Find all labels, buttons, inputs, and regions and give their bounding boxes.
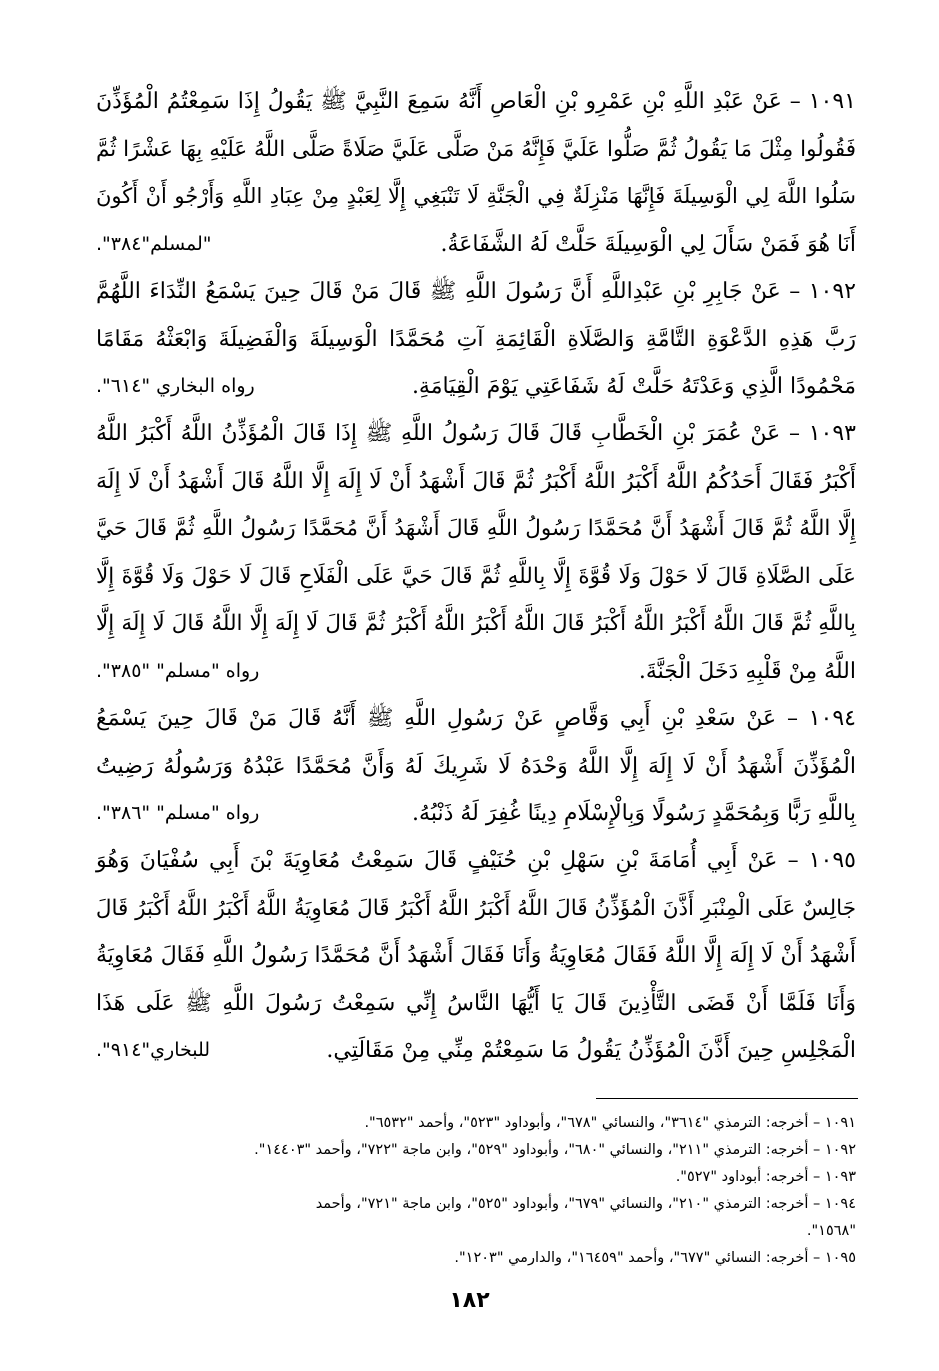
hadith-last-line [96, 363, 856, 411]
hadith-1092 [96, 268, 856, 411]
hadith-1093 [96, 410, 856, 695]
text-line: إِلَّا اللَّهُ ثُمَّ قَالَ أَشْهَدُ أَنَّ مُحَمَّدًا رَسُولُ اللَّهِ قَالَ أَشْهَدُ أَنَّ مُحَمَّدًا رَسُولُ اللَّهِ ثُمَّ قَالَ حَيَّ [96, 516, 856, 541]
hadith-source: رواه البخاري "٦١٤". [96, 375, 255, 397]
footnote: ١٠٩٤ – أخرجه: الترمذي "٢١٠"، والنسائي "٦٧٩"، وأبوداود "٥٢٥"، وابن ماجة "٧٢١"، وأحمد [315, 1196, 856, 1212]
footnote: ١٠٩٢ – أخرجه: الترمذي "٢١١"، والنسائي "٦٨٠"، وأبوداود "٥٢٩"، وابن ماجة "٧٢٢"، وأحمد "١٤٤٠٣". [254, 1142, 856, 1158]
text-line: ١٠٩٣ – عَنْ عُمَرَ بْنِ الْخَطَّابِ قَالَ قَالَ رَسُولُ اللَّهِ ﷺ إِذَا قَالَ الْمُؤَذِّنُ اللَّهُ أَكْبَرُ اللَّهُ [96, 421, 856, 446]
hadith-source: "لمسلم"٣٨٤". [96, 232, 212, 255]
page-number: ١٨٢ [449, 1288, 490, 1313]
text-line: أَشْهَدُ أَنْ لَا إِلَهَ إِلَّا اللَّهُ فَقَالَ مُعَاوِيَةُ وَأَنَا فَقَالَ أَشْهَدُ أَنَّ مُحَمَّدًا رَسُولُ اللَّهِ فَقَالَ مُعَاوِيَةُ [96, 943, 856, 968]
footnote: ١٠٩٣ – أخرجه: أبوداود "٥٢٧". [675, 1169, 856, 1185]
text-line: بِاللَّهِ رَبًّا وَبِمُحَمَّدٍ رَسُولًا وَبِالْإِسْلَامِ دِينًا غُفِرَ لَهُ ذَنْبُهُ. [412, 801, 856, 826]
hadith-1091 [96, 78, 856, 268]
hadith-last-line [96, 1027, 856, 1075]
text-line: ١٠٩١ – عَنْ عَبْدِ اللَّهِ بْنِ عَمْرِو بْنِ الْعَاصِ أَنَّهُ سَمِعَ النَّبِيَّ ﷺ يَقُولُ إِذَا سَمِعْتُمُ الْمُؤَذِّنَ [96, 89, 856, 114]
hadith-1094 [96, 695, 856, 838]
text-line: عَلَى الصَّلَاةِ قَالَ لَا حَوْلَ وَلَا قُوَّةَ إِلَّا بِاللَّهِ ثُمَّ قَالَ حَيَّ عَلَى الْفَلَاحِ قَالَ لَا حَوْلَ وَلَا قُوَّةَ إِلَّا [96, 563, 856, 589]
text-line: ١٠٩٥ – عَنْ أَبِي أُمَامَةَ بْنِ سَهْلِ بْنِ حُنَيْفٍ قَالَ سَمِعْتُ مُعَاوِيَةَ بْنَ أَبِي سُفْيَانَ وَهُوَ [96, 848, 856, 873]
text-line: بِاللَّهِ ثُمَّ قَالَ اللَّهُ أَكْبَرُ اللَّهُ أَكْبَرُ قَالَ اللَّهُ أَكْبَرُ اللَّهُ أَكْبَرُ ثُمَّ قَالَ لَا إِلَهَ إِلَّا اللَّهُ قَالَ لَا إِلَهَ إِلَّا [96, 611, 856, 636]
footnote-divider [596, 1098, 858, 1099]
text-line: ١٠٩٢ – عَنْ جَابِرِ بْنِ عَبْدِاللَّهِ أَنَّ رَسُولَ اللَّهِ ﷺ قَالَ مَنْ قَالَ حِينَ يَسْمَعُ النِّدَاءَ اللَّهُمَّ [96, 279, 856, 304]
text-line: الْمُؤَذِّنَ أَشْهَدُ أَنْ لَا إِلَهَ إِلَّا اللَّهُ وَحْدَهُ لَا شَرِيكَ لَهُ وَأَنَّ مُحَمَّدًا عَبْدُهُ وَرَسُولُهُ رَضِيتُ [96, 753, 856, 779]
hadith-source: رواه "مسلم" "٣٨٦". [96, 802, 260, 824]
footnotes [96, 1110, 856, 1272]
footnote: ١٠٩١ – أخرجه: الترمذي "٣٦١٤"، والنسائي "٦٧٨"، وأبوداود "٥٢٣"، وأحمد "٦٥٣٢". [364, 1115, 856, 1131]
hadith-last-line [96, 790, 856, 838]
hadith-source: رواه "مسلم" "٣٨٥". [96, 659, 260, 682]
text-line: أَنَا هُوَ فَمَنْ سَأَلَ لِي الْوَسِيلَةَ حَلَّتْ لَهُ الشَّفَاعَةُ. [440, 231, 856, 257]
text-line: ١٠٩٤ – عَنْ سَعْدِ بْنِ أَبِي وَقَّاصٍ عَنْ رَسُولِ اللَّهِ ﷺ أَنَّهُ قَالَ مَنْ قَالَ حِينَ يَسْمَعُ [96, 706, 856, 731]
text-line: الْمَجْلِسِ حِينَ أَذَّنَ الْمُؤَذِّنُ يَقُولُ مَا سَمِعْتُمْ مِنِّي مِنْ مَقَالَتِي. [326, 1038, 856, 1063]
text-line: أَكْبَرُ فَقَالَ أَحَدُكُمُ اللَّهُ أَكْبَرُ اللَّهُ أَكْبَرُ ثُمَّ قَالَ أَشْهَدُ أَنْ لَا إِلَهَ إِلَّا اللَّهُ قَالَ أَشْهَدُ أَنْ لَا إِلَهَ [96, 468, 856, 494]
hadith-source: للبخاري"٩١٤". [96, 1039, 211, 1061]
hadith-1095 [96, 837, 856, 1075]
footnote: ١٠٩٥ – أخرجه: النسائي "٦٧٧"، وأحمد "١٦٤٥٩"، والدارمي "١٢٠٣". [454, 1250, 856, 1266]
text-line: فَقُولُوا مِثْلَ مَا يَقُولُ ثُمَّ صَلُّوا عَلَيَّ فَإِنَّهُ مَنْ صَلَّى عَلَيَّ صَلَاةً صَلَّى اللَّهُ عَلَيْهِ بِهَا عَشْرًا ثُمَّ [96, 136, 856, 162]
text-line: رَبَّ هَذِهِ الدَّعْوَةِ التَّامَّةِ وَالصَّلَاةِ الْقَائِمَةِ آتِ مُحَمَّدًا الْوَسِيلَةَ وَالْفَضِيلَةَ وَابْعَثْهُ مَقَامًا [96, 326, 856, 352]
text-line: جَالِسٌ عَلَى الْمِنْبَرِ أَذَّنَ الْمُؤَذِّنُ قَالَ اللَّهُ أَكْبَرُ اللَّهُ أَكْبَرُ قَالَ مُعَاوِيَةُ اللَّهُ أَكْبَرُ اللَّهُ أَكْبَرُ قَالَ [95, 895, 856, 921]
hadith-last-line [96, 221, 856, 269]
text-line: اللَّهُ مِنْ قَلْبِهِ دَخَلَ الْجَنَّةَ. [638, 658, 856, 684]
text-line: مَحْمُودًا الَّذِي وَعَدْتَهُ حَلَّتْ لَهُ شَفَاعَتِي يَوْمَ الْقِيَامَةِ. [411, 374, 856, 399]
text-line: سَلُوا اللَّهَ لِي الْوَسِيلَةَ فَإِنَّهَا مَنْزِلَةٌ فِي الْجَنَّةِ لَا تَنْبَغِي إِلَّا لِعَبْدٍ مِنْ عِبَادِ اللَّهِ وَأَرْجُو أَنْ أَكُونَ [96, 184, 856, 208]
hadith-last-line [96, 648, 856, 696]
text-line: وَأَنَا فَلَمَّا أَنْ قَضَى التَّأْذِينَ قَالَ يَا أَيُّهَا النَّاسُ إِنِّي سَمِعْتُ رَسُولَ اللَّهِ ﷺ عَلَى هَذَا [96, 990, 856, 1016]
footnote: "١٥٦٨". [806, 1223, 856, 1239]
